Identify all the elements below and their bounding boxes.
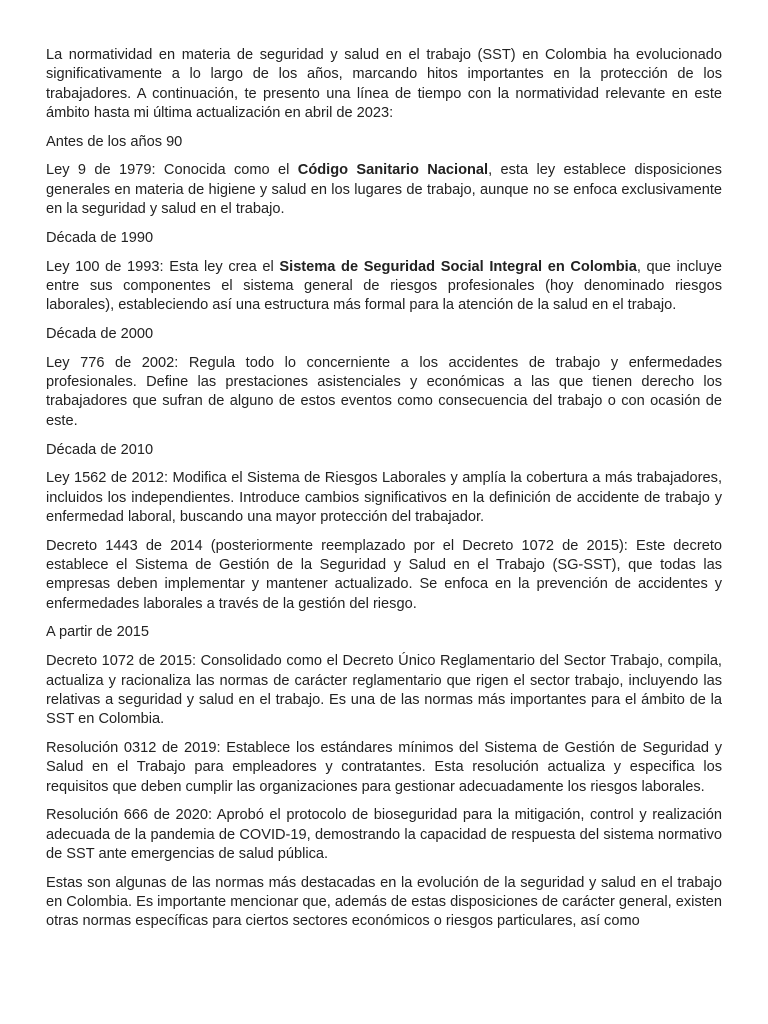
law-paragraph-resolucion-666-2020: Resolución 666 de 2020: Aprobó el protocolo de bioseguridad para la mitigación, control y realización adecuada de la pandemia de COVID-19, demostrando la capacidad de respuesta del sistema normativo de SST ante emergencias de salud pública. [46, 807, 722, 862]
law-text: , esta ley establece disposiciones generales en materia de higiene y salud en los lugares de trabajo, aunque no se enfoca exclusivamente en la seguridad y salud en el trabajo. [46, 162, 722, 218]
section-heading-1990s: Década de 1990 [46, 229, 154, 246]
section-heading-2010s: Década de 2010 [46, 441, 154, 458]
law-highlight: Código Sanitario Nacional [297, 162, 489, 179]
law-text: , que incluye entre sus componentes el sistema general de riesgos profesionales (hoy denominado riesgos laborales), estableciendo así una estructura más formal para la atención de la salud en el trabajo. [46, 258, 722, 314]
law-highlight: Sistema de Seguridad Social Integral en Colombia [279, 258, 637, 275]
law-paragraph-resolucion-0312-2019: Resolución 0312 de 2019: Establece los estándares mínimos del Sistema de Gestión de Seguridad y Salud en el Trabajo para empleadores y contratantes. Esta resolución actualiza y especifica los requisitos que deben cumplir las organizaciones para gestionar adecuadamente los riesgos laborales. [46, 739, 722, 795]
law-paragraph-ley-100-1993 [46, 258, 722, 316]
closing-paragraph: Estas son algunas de las normas más destacadas en la evolución de la seguridad y salud en el trabajo en Colombia. Es importante mencionar que, además de estas disposiciones de carácter general, existen otras normas específicas para ciertos sectores económicos o riesgos particulares, así como [46, 874, 722, 930]
law-text: Ley 100 de 1993: Esta ley crea el [46, 258, 280, 275]
section-heading-2000s: Década de 2000 [46, 326, 154, 343]
law-text: Ley 9 de 1979: Conocida como el [46, 162, 298, 179]
law-paragraph-decreto-1072-2015: Decreto 1072 de 2015: Consolidado como el Decreto Único Reglamentario del Sector Trabajo, compila, actualiza y racionaliza las normas de carácter reglamentario que rigen el sector trabajo, incluyendo las relativas a seguridad y salud en el trabajo. Es una de las normas más importantes para el ámbito de la SST en Colombia. [46, 653, 722, 728]
law-paragraph-decreto-1443-2014: Decreto 1443 de 2014 (posteriormente reemplazado por el Decreto 1072 de 2015): Este decreto establece el Sistema de Gestión de la Seguridad y Salud en el Trabajo (SG-SST), que todas las empresas deben implementar y mantener actualizado. Se enfoca en la prevención de accidentes y enfermedades laborales a través de la gestión del riesgo. [46, 537, 722, 612]
intro-paragraph: La normatividad en materia de seguridad y salud en el trabajo (SST) en Colombia ha evolucionado significativamente a lo largo de los años, marcando hitos importantes en la protección de los trabajadores. A continuación, te presento una línea de tiempo con la normatividad relevante en este ámbito hasta mi última actualización en abril de 2023: [46, 47, 722, 121]
law-paragraph-ley-9-1979 [46, 161, 722, 219]
law-paragraph-ley-776-2002: Ley 776 de 2002: Regula todo lo concerniente a los accidentes de trabajo y enfermedades profesionales. Define las prestaciones asistenciales y económicas a las que tienen derecho los trabajadores que sufran de alguno de estos eventos como consecuencia del trabajo o con ocasión de este. [46, 354, 722, 429]
section-heading-pre-90s: Antes de los años 90 [46, 133, 183, 150]
section-heading-from-2015: A partir de 2015 [46, 624, 150, 641]
law-paragraph-ley-1562-2012: Ley 1562 de 2012: Modifica el Sistema de Riesgos Laborales y amplía la cobertura a más trabajadores, incluidos los independientes. Introduce cambios significativos en la definición de accidente de trabajo y enfermedad laboral, buscando una mayor protección del trabajador. [46, 470, 722, 525]
